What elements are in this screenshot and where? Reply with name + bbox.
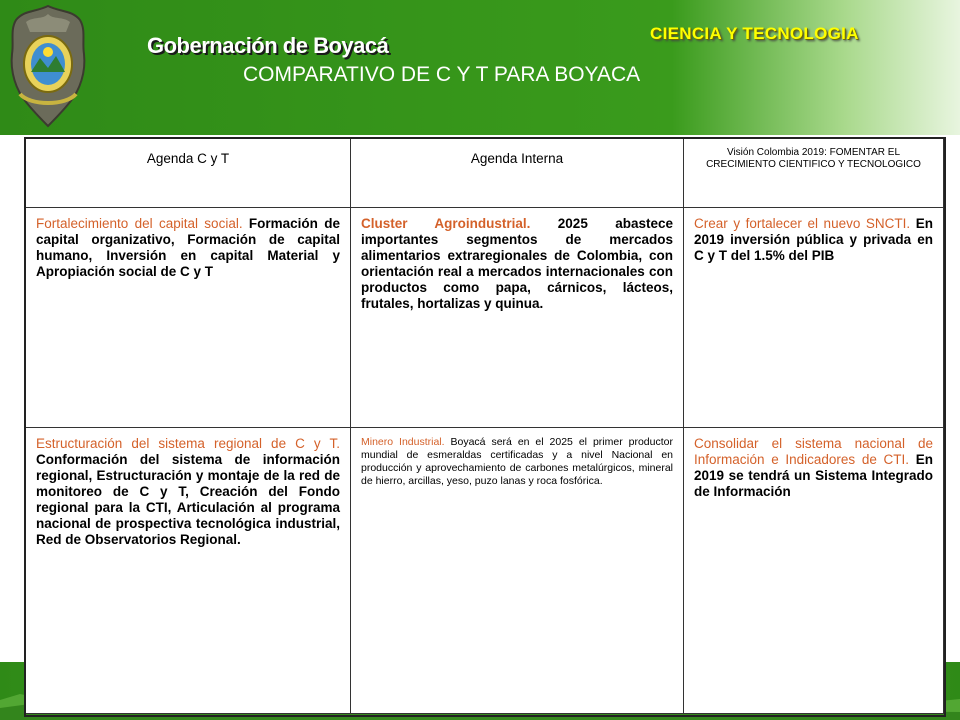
cell-lead-text: Consolidar el sistema nacional de Información e Indicadores de CTI. xyxy=(694,436,933,467)
table-cell xyxy=(684,428,944,714)
table-cell xyxy=(351,428,684,714)
cell-body-text: Conformación del sistema de información regional, Estructuración y montaje de la red de monitoreo de C y T, Creación del Fondo regional para la CTI, Articulación al programa nacional de prospectiva tecnológica industrial, Red de Observatorios Regional. xyxy=(36,452,340,547)
table-row xyxy=(26,428,944,714)
cell-body-text: En 2019 inversión pública y privada en C y T del 1.5% del PIB xyxy=(694,216,933,263)
boyaca-coat-of-arms-icon xyxy=(6,2,90,130)
comparison-table xyxy=(25,138,944,714)
column-header-agenda-interna: Agenda Interna xyxy=(351,139,684,208)
section-title: CIENCIA Y TECNOLOGIA xyxy=(650,24,859,43)
table-cell xyxy=(26,428,351,714)
cell-lead-text: Minero Industrial. xyxy=(361,436,445,448)
page-subtitle: COMPARATIVO DE C Y T PARA BOYACA xyxy=(243,63,641,86)
table-cell xyxy=(26,208,351,428)
cell-lead-text: Crear y fortalecer el nuevo SNCTI. xyxy=(694,216,911,231)
cell-body-text: En 2019 se tendrá un Sistema Integrado de Información xyxy=(694,452,933,499)
table-cell xyxy=(684,208,944,428)
table-cell xyxy=(351,208,684,428)
cell-body-text: 2025 abastece importantes segmentos de mercados alimentarios extraregionales de Colombia, con orientación real a mercados internacionales con productos como papa, cárnicos, lácteos, frutales, hortalizas y quinua. xyxy=(361,216,674,311)
cell-lead-text: Fortalecimiento del capital social. xyxy=(36,216,243,231)
column-header-agenda-cyt: Agenda C y T xyxy=(26,139,351,208)
column-header-vision-colombia: Visión Colombia 2019: FOMENTAR EL CRECIMIENTO CIENTIFICO Y TECNOLOGICO xyxy=(684,139,944,208)
cell-body-text: Boyacá será en el 2025 el primer productor mundial de esmeraldas certificadas y a nivel Nacional en producción y aprovechamiento de carbones metalúrgicos, mineral de hierro, arcillas, yeso, puzo lanas y roca fosfórica. xyxy=(361,436,673,487)
organization-title: Gobernación de Boyacá xyxy=(147,33,389,58)
cell-lead-text: Cluster Agroindustrial. xyxy=(361,216,531,231)
table-row xyxy=(26,208,944,428)
cell-lead-text: Estructuración del sistema regional de C y T. xyxy=(36,436,340,451)
cell-body-text: Formación de capital organizativo, Formación de capital humano, Inversión en capital Material y Apropiación social de C y T xyxy=(36,216,340,279)
table-header-row xyxy=(26,139,944,208)
header-banner xyxy=(0,0,960,135)
